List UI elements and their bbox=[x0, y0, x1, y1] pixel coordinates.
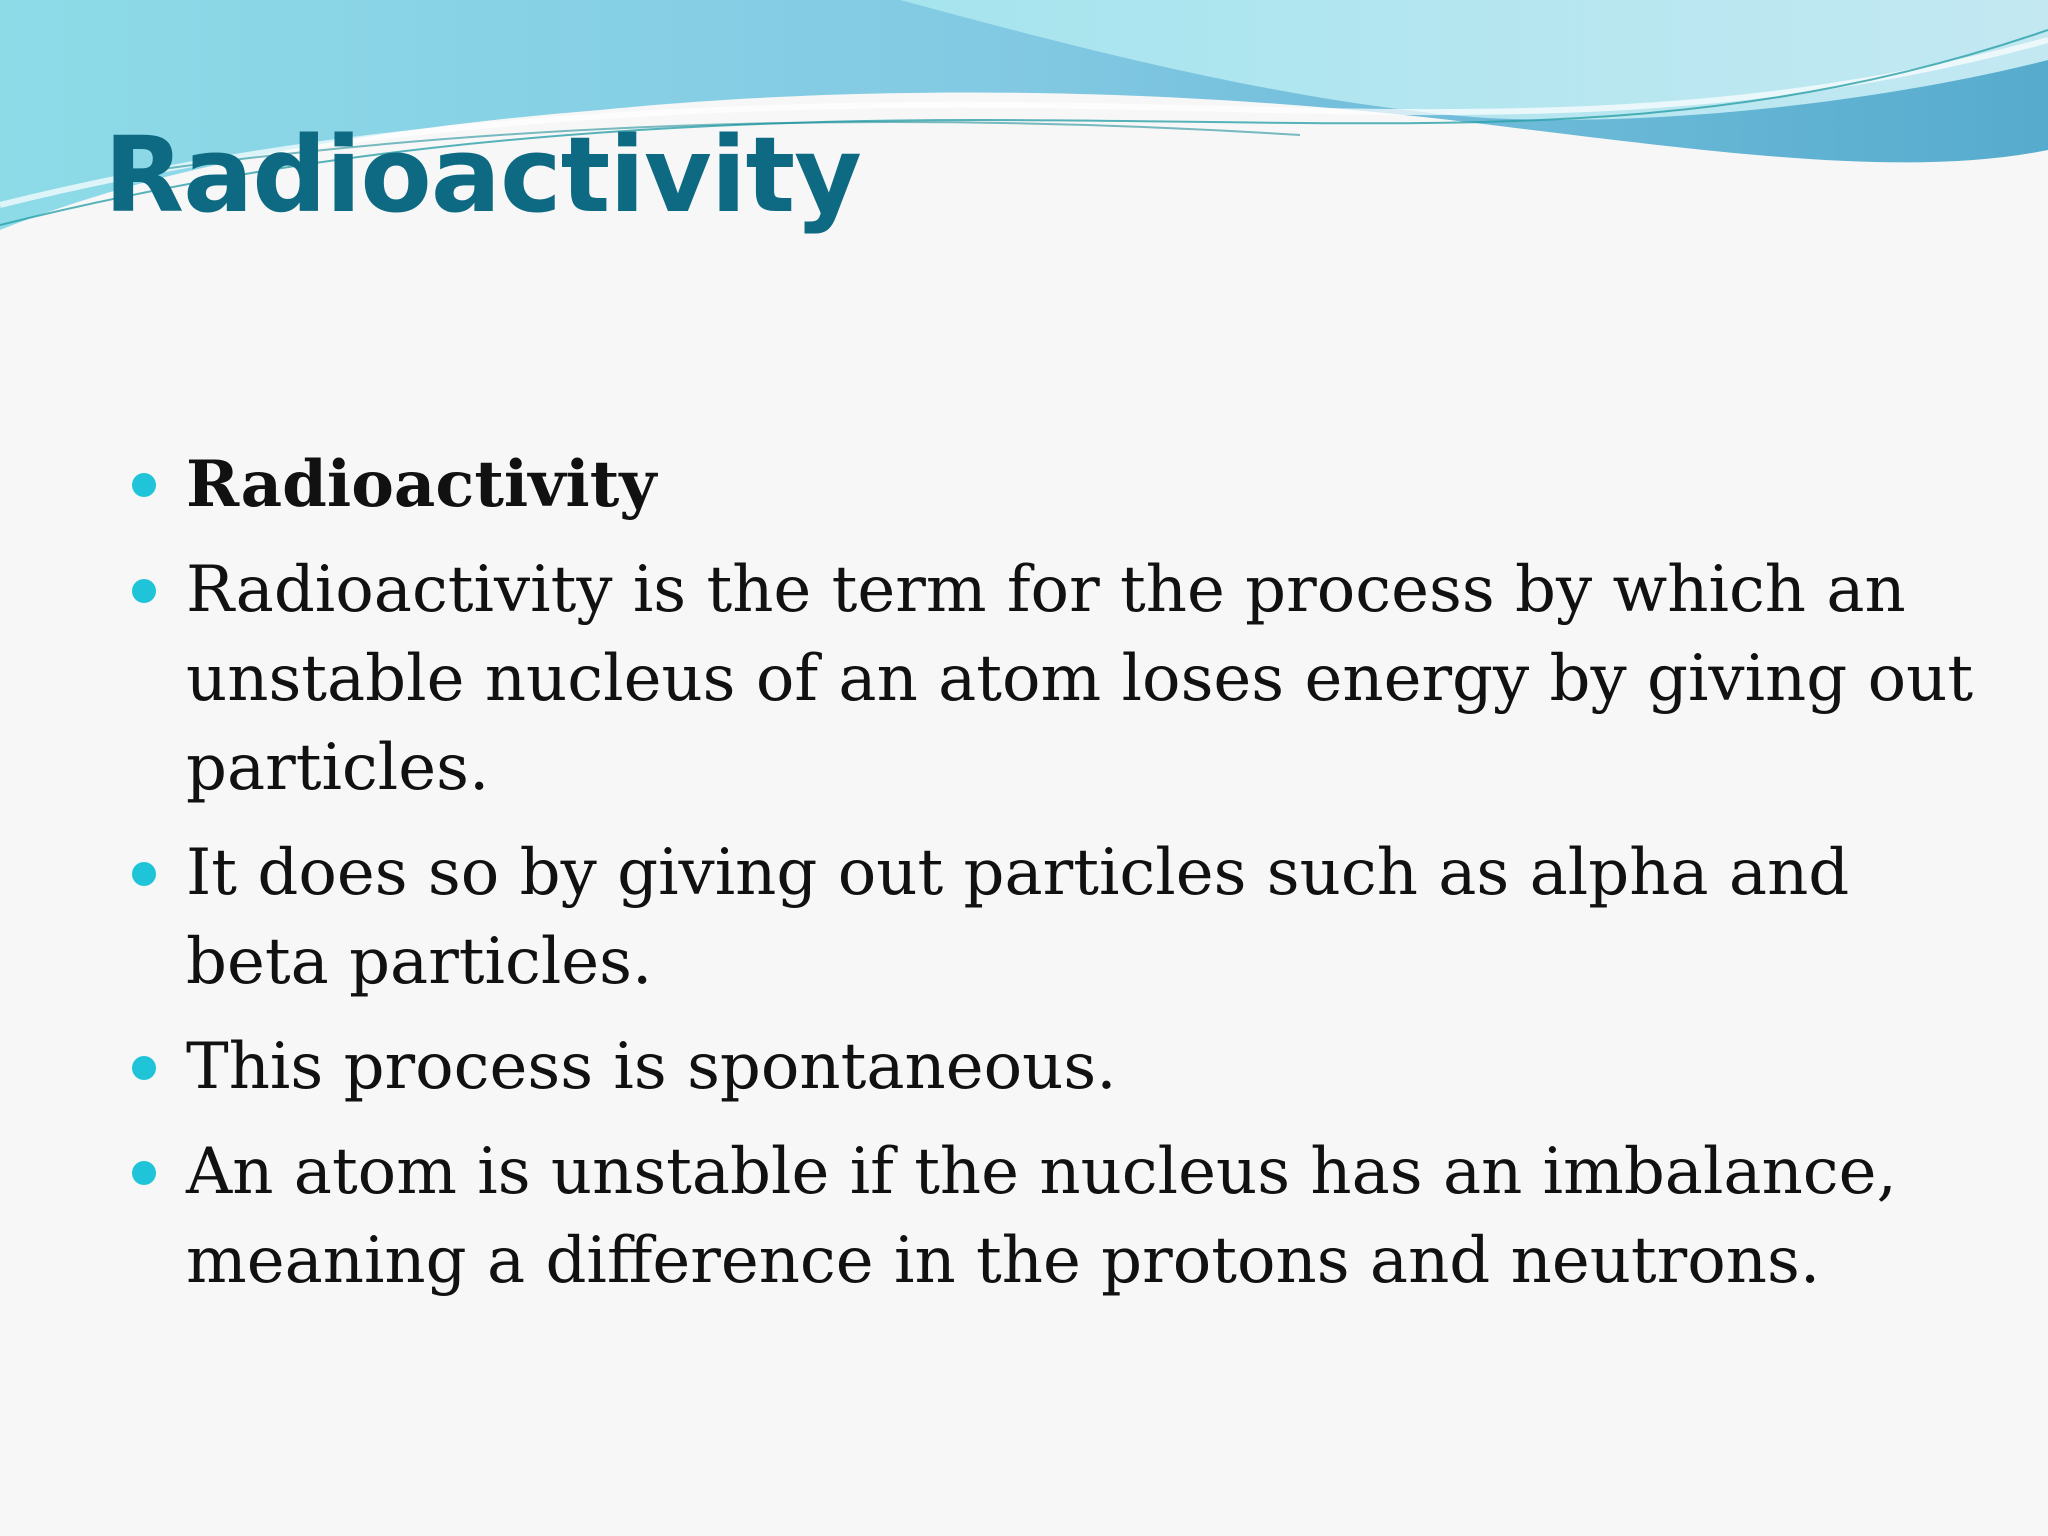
bullet-dot-icon bbox=[132, 1161, 156, 1185]
bullet-dot-icon bbox=[132, 473, 156, 497]
bullet-text: An atom is unstable if the nucleus has an imbalance, meaning a difference in the protons and neutrons. bbox=[186, 1135, 1897, 1298]
bullet-text: It does so by giving out particles such as alpha and beta particles. bbox=[186, 836, 1850, 999]
bullet-dot-icon bbox=[132, 579, 156, 603]
bullet-item bbox=[126, 1023, 1986, 1112]
bullet-item bbox=[126, 1128, 1986, 1306]
bullet-item bbox=[126, 440, 1986, 530]
bullet-text: Radioactivity bbox=[186, 447, 657, 522]
slide-title: Radioactivity bbox=[104, 114, 861, 236]
bullet-text: Radioactivity is the term for the process by which an unstable nucleus of an atom loses energy by giving out particles. bbox=[186, 553, 1974, 805]
bullet-text: This process is spontaneous. bbox=[186, 1030, 1117, 1104]
bullet-item bbox=[126, 829, 1986, 1007]
bullet-dot-icon bbox=[132, 1056, 156, 1080]
bullet-dot-icon bbox=[132, 862, 156, 886]
bullet-list bbox=[126, 440, 1986, 1322]
bullet-item bbox=[126, 546, 1986, 813]
